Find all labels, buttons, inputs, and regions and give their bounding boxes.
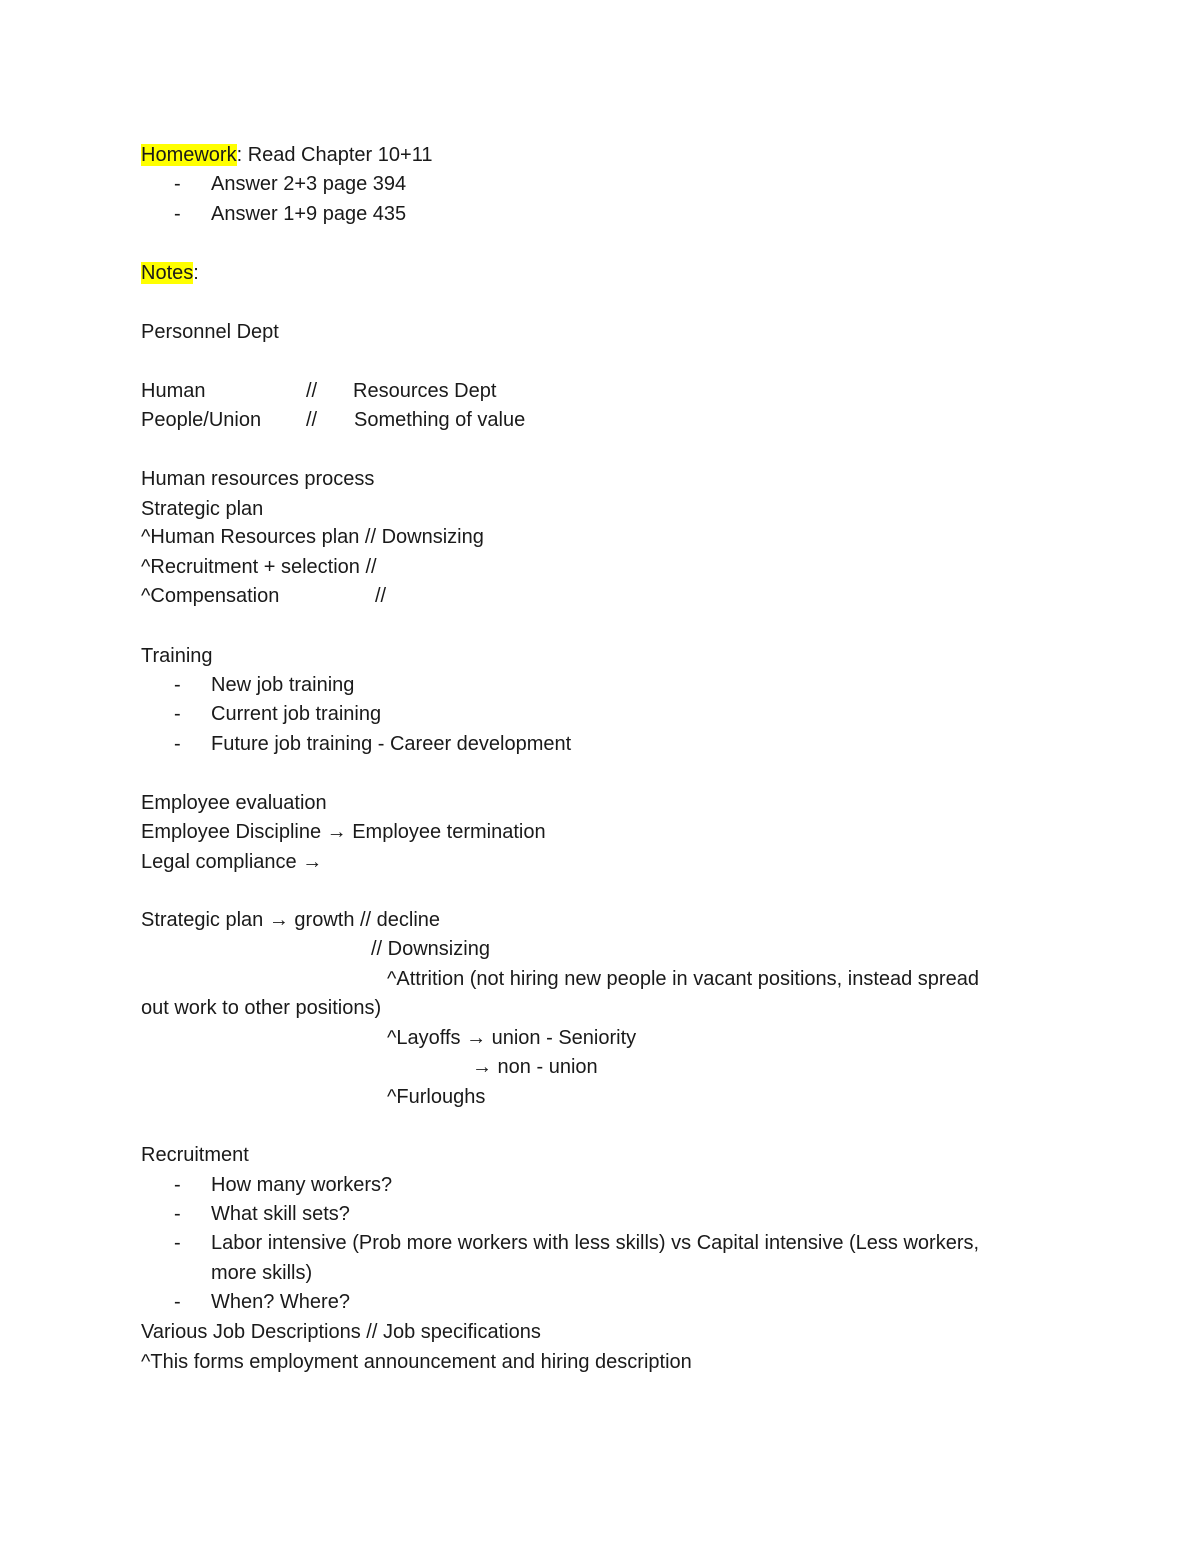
pair-left: People/Union — [141, 409, 262, 431]
homework-item: Answer 1+9 page 435 — [211, 203, 407, 225]
homework-item: Answer 2+3 page 394 — [211, 173, 407, 195]
pair-right: Resources Dept — [353, 380, 497, 402]
training-item: Current job training — [211, 703, 382, 725]
homework-label: Homework — [141, 144, 237, 166]
personnel-dept: Personnel Dept — [141, 321, 279, 343]
bullet-dash: - — [174, 1203, 181, 1225]
pair-right: Something of value — [354, 409, 526, 431]
evaluation-line: Employee evaluation — [141, 792, 327, 814]
strategic-line: out work to other positions) — [141, 997, 382, 1019]
bullet-dash: - — [174, 1232, 181, 1254]
recruitment-item: Labor intensive (Prob more workers with less skills) vs Capital intensive (Less workers, — [211, 1232, 980, 1254]
recruitment-line: ^This forms employment announcement and hiring description — [141, 1351, 692, 1373]
strategic-line: Strategic plan → growth // decline — [141, 909, 441, 931]
evaluation-line: Legal compliance → — [141, 851, 323, 873]
strategic-line: ^Attrition (not hiring new people in vacant positions, instead spread — [387, 968, 979, 990]
pair-separator: // — [306, 409, 318, 431]
bullet-dash: - — [174, 1174, 181, 1196]
strategic-line: → non - union — [472, 1056, 598, 1078]
bullet-dash: - — [174, 1291, 181, 1313]
notes-colon: : — [193, 262, 199, 284]
bullet-dash: - — [174, 674, 181, 696]
recruitment-item: How many workers? — [211, 1174, 393, 1196]
training-item: Future job training - Career development — [211, 733, 572, 755]
strategic-line: // Downsizing — [371, 938, 490, 960]
hr-process-line: ^Compensation — [141, 585, 280, 607]
homework-text: : Read Chapter 10+11 — [236, 144, 433, 166]
recruitment-item-continued: more skills) — [211, 1262, 313, 1284]
homework-line — [141, 143, 432, 167]
training-title: Training — [141, 645, 213, 667]
bullet-dash: - — [174, 703, 181, 725]
bullet-dash: - — [174, 733, 181, 755]
training-item: New job training — [211, 674, 355, 696]
hr-process-line: ^Human Resources plan // Downsizing — [141, 526, 484, 548]
hr-process-title: Human resources process — [141, 468, 375, 490]
evaluation-line: Employee Discipline → Employee termination — [141, 821, 546, 843]
hr-process-separator: // — [375, 585, 387, 607]
notes-label: Notes — [141, 262, 194, 284]
hr-process-line: ^Recruitment + selection // — [141, 556, 377, 578]
bullet-dash: - — [174, 173, 181, 195]
pair-separator: // — [306, 380, 318, 402]
notes-line — [141, 261, 199, 285]
strategic-line: ^Layoffs → union - Seniority — [387, 1027, 637, 1049]
strategic-line: ^Furloughs — [387, 1086, 486, 1108]
recruitment-item: What skill sets? — [211, 1203, 350, 1225]
recruitment-item: When? Where? — [211, 1291, 350, 1313]
hr-process-line: Strategic plan — [141, 498, 264, 520]
pair-left: Human — [141, 380, 206, 402]
recruitment-line: Various Job Descriptions // Job specifications — [141, 1321, 541, 1343]
bullet-dash: - — [174, 203, 181, 225]
recruitment-title: Recruitment — [141, 1144, 249, 1166]
